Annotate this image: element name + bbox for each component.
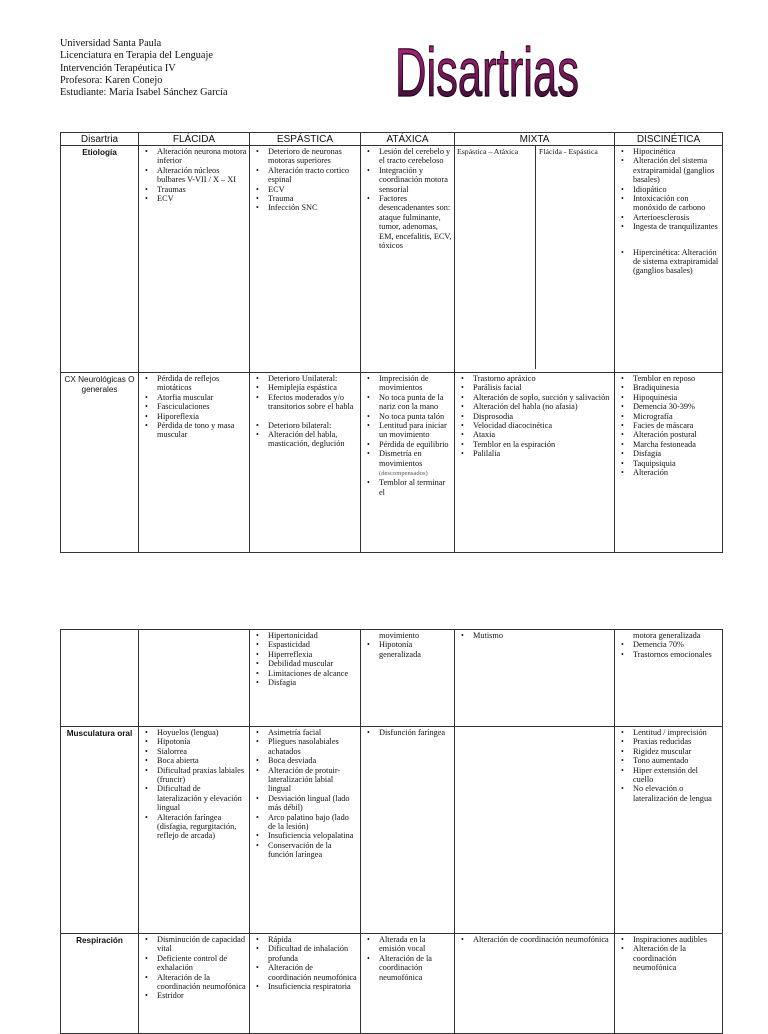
list-item: • Dificultad de lateralización y elevación lingual <box>157 784 247 812</box>
list-item: • Disminución de capacidad vital <box>157 935 247 954</box>
list-item: • Alteración neurona motora inferior <box>157 147 247 166</box>
cell-etiologia-mixta <box>455 146 615 373</box>
list-item: • Alteración postural <box>633 430 720 439</box>
list-item: • Alteración núcleos bulbares V-VII / X – XI <box>157 166 247 185</box>
list-item: • Deterioro de neuronas motoras superiores <box>268 147 358 166</box>
list-item: • Temblor en reposo <box>633 374 720 383</box>
list-item: • Hipotonía <box>157 737 247 746</box>
list-item: • Asimetría facial <box>268 728 358 737</box>
list-item: • Sialorrea <box>157 747 247 756</box>
list-item: • Taquipsiquia <box>633 459 720 468</box>
list-item: • Hiper extensión del cuello <box>633 766 720 785</box>
col-header-mixta: MIXTA <box>455 133 615 146</box>
col-header-disartria: Disartria <box>61 133 139 146</box>
cell-etiologia-discinetica <box>615 146 723 373</box>
list-item: • Atorfia muscular <box>157 393 247 402</box>
list-item: • Micrografía <box>633 412 720 421</box>
list-item: • Hiperreflexia <box>268 650 358 659</box>
table-row-cx-continued <box>61 630 723 727</box>
list-item: • Hoyuelos (lengua) <box>157 728 247 737</box>
list-item: • ECV <box>268 185 358 194</box>
list-item: • Hipotonía generalizada <box>379 640 452 659</box>
list-item: • ECV <box>157 194 247 203</box>
list-item: • Disfagia <box>633 449 720 458</box>
cell-etiologia-espastica <box>250 146 361 373</box>
list-item: • No toca punta talón <box>379 412 452 421</box>
list-item: • Idiopático <box>633 185 720 194</box>
table-row-etiologia <box>61 146 723 373</box>
list-item: • Trauma <box>268 194 358 203</box>
table-header-row <box>61 133 723 146</box>
list-item: • Alteración del sistema extrapiramidal (ganglios basales) <box>633 156 720 184</box>
document-header <box>60 38 228 99</box>
list-item: • Alteración del habla, masticación, deglución <box>268 430 358 449</box>
list-item: • Alteración de la coordinación neumofónica <box>157 973 247 992</box>
disartrias-table-part2 <box>60 629 723 1034</box>
cell-etiologia-ataxica <box>361 146 455 373</box>
list-item: • Pérdida de tono y masa muscular <box>157 421 247 440</box>
header-course: Intervención Terapéutica IV <box>60 62 176 74</box>
list-item: • No toca punta de la nariz con la mano <box>379 393 452 412</box>
list-item: • Arco palatino bajo (lado de la lesión) <box>268 813 358 832</box>
cell-cont-label <box>61 630 139 727</box>
cell-respiracion-ataxica <box>361 934 455 1034</box>
list-item: • Insuficiencia respiratoria <box>268 982 358 991</box>
list-item: • Conservación de la función laríngea <box>268 841 358 860</box>
list-item: • Limitaciones de alcance <box>268 669 358 678</box>
list-item: • Temblor al terminar el <box>379 478 452 497</box>
list-item: • Inspiraciones audibles <box>633 935 720 944</box>
list-item: • Ataxia <box>473 430 612 439</box>
list-item: • Fasciculaciones <box>157 402 247 411</box>
list-item: • Tono aumentado <box>633 756 720 765</box>
col-header-ataxica: ATÁXICA <box>361 133 455 146</box>
cell-musculatura-discinetica <box>615 727 723 934</box>
list-item: • Deficiente control de exhalación <box>157 954 247 973</box>
list-item: • Alteración de la coordinación neumofónica <box>633 944 720 972</box>
list-item: • Infección SNC <box>268 203 358 212</box>
cell-cx-discinetica <box>615 373 723 553</box>
cell-musculatura-mixta <box>455 727 615 934</box>
row-label-cx: CX Neurológicas O generales <box>61 373 139 553</box>
list-item: • Disprosodia <box>473 412 612 421</box>
dismetria-text: Dismetría en movimientos <box>379 449 423 468</box>
table-row-respiracion <box>61 934 723 1034</box>
list-item: • Dificultad de inhalación profunda <box>268 944 358 963</box>
dismetria-note: (descompensados) <box>379 470 428 478</box>
row-label-musculatura: Musculatura oral <box>61 727 139 934</box>
header-program: Licenciatura en Terapia del Lenguaje <box>60 50 213 62</box>
col-header-espastica: ESPÁSTICA <box>250 133 361 146</box>
cell-cx-espastica <box>250 373 361 553</box>
list-item: • Pliegues nasolabiales achatados <box>268 737 358 756</box>
list-item: • Demencia 30-39% <box>633 402 720 411</box>
list-item: • Hipertonicidad <box>268 631 358 640</box>
list-item: • Facies de máscara <box>633 421 720 430</box>
list-item: • Mutismo <box>473 631 612 640</box>
cell-cx-flacida <box>139 373 250 553</box>
list-item: • Rigidez muscular <box>633 747 720 756</box>
list-item: • Dificultad praxias labiales (fruncir) <box>157 766 247 785</box>
list-item: • Hipoquinesia <box>633 393 720 402</box>
list-item: • Disfagia <box>268 678 358 687</box>
list-item: • Estridor <box>157 991 247 1000</box>
header-student: Estudiante: María Isabel Sánchez García <box>60 87 228 99</box>
list-item: • Alteración faríngea (disfagia, regurgitación, reflejo de arcada) <box>157 813 247 841</box>
list-item: • Boca abierta <box>157 756 247 765</box>
list-item: • Alteración de la coordinación neumofónica <box>379 954 452 982</box>
list-item: • Alteración tracto cortico espinal <box>268 166 358 185</box>
col-header-flacida: FLÁCIDA <box>139 133 250 146</box>
list-item: • Lentitud para iniciar un movimiento <box>379 421 452 440</box>
list-item: • Temblor en la espiración <box>473 440 612 449</box>
list-item: • Boca desviada <box>268 756 358 765</box>
cell-musculatura-espastica <box>250 727 361 934</box>
list-item: • Hipocinética <box>633 147 720 156</box>
list-item: • Lesión del cerebelo y el tracto cerebeloso <box>379 147 452 166</box>
list-item: • Integración y coordinación motora sensorial <box>379 166 452 194</box>
list-item: • Trastornos emocionales <box>633 650 720 659</box>
list-item: • Traumas <box>157 185 247 194</box>
list-item: • Intoxicación con monóxido de carbono <box>633 194 720 213</box>
cell-cont-flacida <box>139 630 250 727</box>
list-item: • No elevación o lateralización de lengua <box>633 784 720 803</box>
mixta-flacida-espastica: Flácida - Espástica <box>539 147 598 156</box>
cell-cont-discinetica <box>615 630 723 727</box>
cell-cont-ataxica <box>361 630 455 727</box>
list-item: • Insuficiencia velopalatina <box>268 831 358 840</box>
list-item: • Ingesta de tranquilizantes <box>633 222 720 231</box>
list-item: • Alteración de coordinación neumofónica <box>473 935 612 944</box>
cell-respiracion-espastica <box>250 934 361 1034</box>
list-item: • Rápida <box>268 935 358 944</box>
title-text: Disartrias <box>395 35 579 112</box>
list-item: • Hiporeflexia <box>157 412 247 421</box>
list-item: motora generalizada <box>633 631 701 640</box>
list-item: • Deterioro bilateral: <box>268 421 358 430</box>
disartrias-table-part1 <box>60 132 723 553</box>
cell-cont-espastica <box>250 630 361 727</box>
mixta-espastica-ataxica: Espástica – Atáxica <box>455 146 536 369</box>
list-item: • Arterioesclerosis <box>633 213 720 222</box>
list-item: • Pérdida de reflejos miotáticos <box>157 374 247 393</box>
document-title <box>393 36 593 118</box>
cell-cx-ataxica <box>361 373 455 553</box>
table-row-musculatura <box>61 727 723 934</box>
cell-cont-mixta <box>455 630 615 727</box>
list-item: movimiento <box>379 631 420 640</box>
list-item <box>379 449 452 478</box>
list-item: • Efectos moderados y/o transitorios sobre el habla <box>268 393 358 412</box>
list-item: • Alterada en la emisión vocal <box>379 935 452 954</box>
cell-musculatura-flacida <box>139 727 250 934</box>
list-item: • Palilalia <box>473 449 612 458</box>
list-item: • Parálisis facial <box>473 383 612 392</box>
list-item: • Velocidad diacocinética <box>473 421 612 430</box>
list-item: • Alteración <box>633 468 720 477</box>
list-item: • Marcha festoneada <box>633 440 720 449</box>
list-item: • Bradiquinesia <box>633 383 720 392</box>
list-item: • Disfunción faríngea <box>379 728 452 737</box>
list-item: • Praxias reducidas <box>633 737 720 746</box>
list-item: • Deterioro Unilateral: <box>268 374 358 383</box>
list-item: • Pérdida de equilibrio <box>379 440 452 449</box>
list-item: • Demencia 70% <box>633 640 720 649</box>
list-item: • Hemiplejía espástica <box>268 383 358 392</box>
list-item: • Desviación lingual (lado más débil) <box>268 794 358 813</box>
col-header-discinetica: DISCINÉTICA <box>615 133 723 146</box>
table-row-cx <box>61 373 723 553</box>
list-item: • Alteración del habla (no afasia) <box>473 402 612 411</box>
list-item: • Alteración de coordinación neumofónica <box>268 963 358 982</box>
row-label-etiologia: Etiología <box>61 146 139 373</box>
cell-respiracion-flacida <box>139 934 250 1034</box>
header-university: Universidad Santa Paula <box>60 38 162 49</box>
list-item: • Alteración de soplo, succión y salivación <box>473 393 612 402</box>
list-item: • Alteración de protuir-lateralización labial lingual <box>268 766 358 794</box>
cell-respiracion-mixta <box>455 934 615 1034</box>
row-label-respiracion: Respiración <box>61 934 139 1034</box>
list-item: • Factores desencadenantes son: ataque fulminante, tumor, adenomas, EM, encefalitis, ECV, tóxicos <box>379 194 452 250</box>
list-item: • Imprecisión de movimientos <box>379 374 452 393</box>
list-item: • Hipercinética: Alteración de sistema extrapiramidal (ganglios basales) <box>633 248 720 276</box>
cell-musculatura-ataxica <box>361 727 455 934</box>
list-item: • Lentitud / imprecisión <box>633 728 720 737</box>
list-item: • Trastorno apráxico <box>473 374 612 383</box>
cell-etiologia-flacida <box>139 146 250 373</box>
list-item: • Espasticidad <box>268 640 358 649</box>
cell-respiracion-discinetica <box>615 934 723 1034</box>
header-professor: Profesora: Karen Conejo <box>60 74 163 86</box>
cell-cx-mixta <box>455 373 615 553</box>
list-item: • Debilidad muscular <box>268 659 358 668</box>
